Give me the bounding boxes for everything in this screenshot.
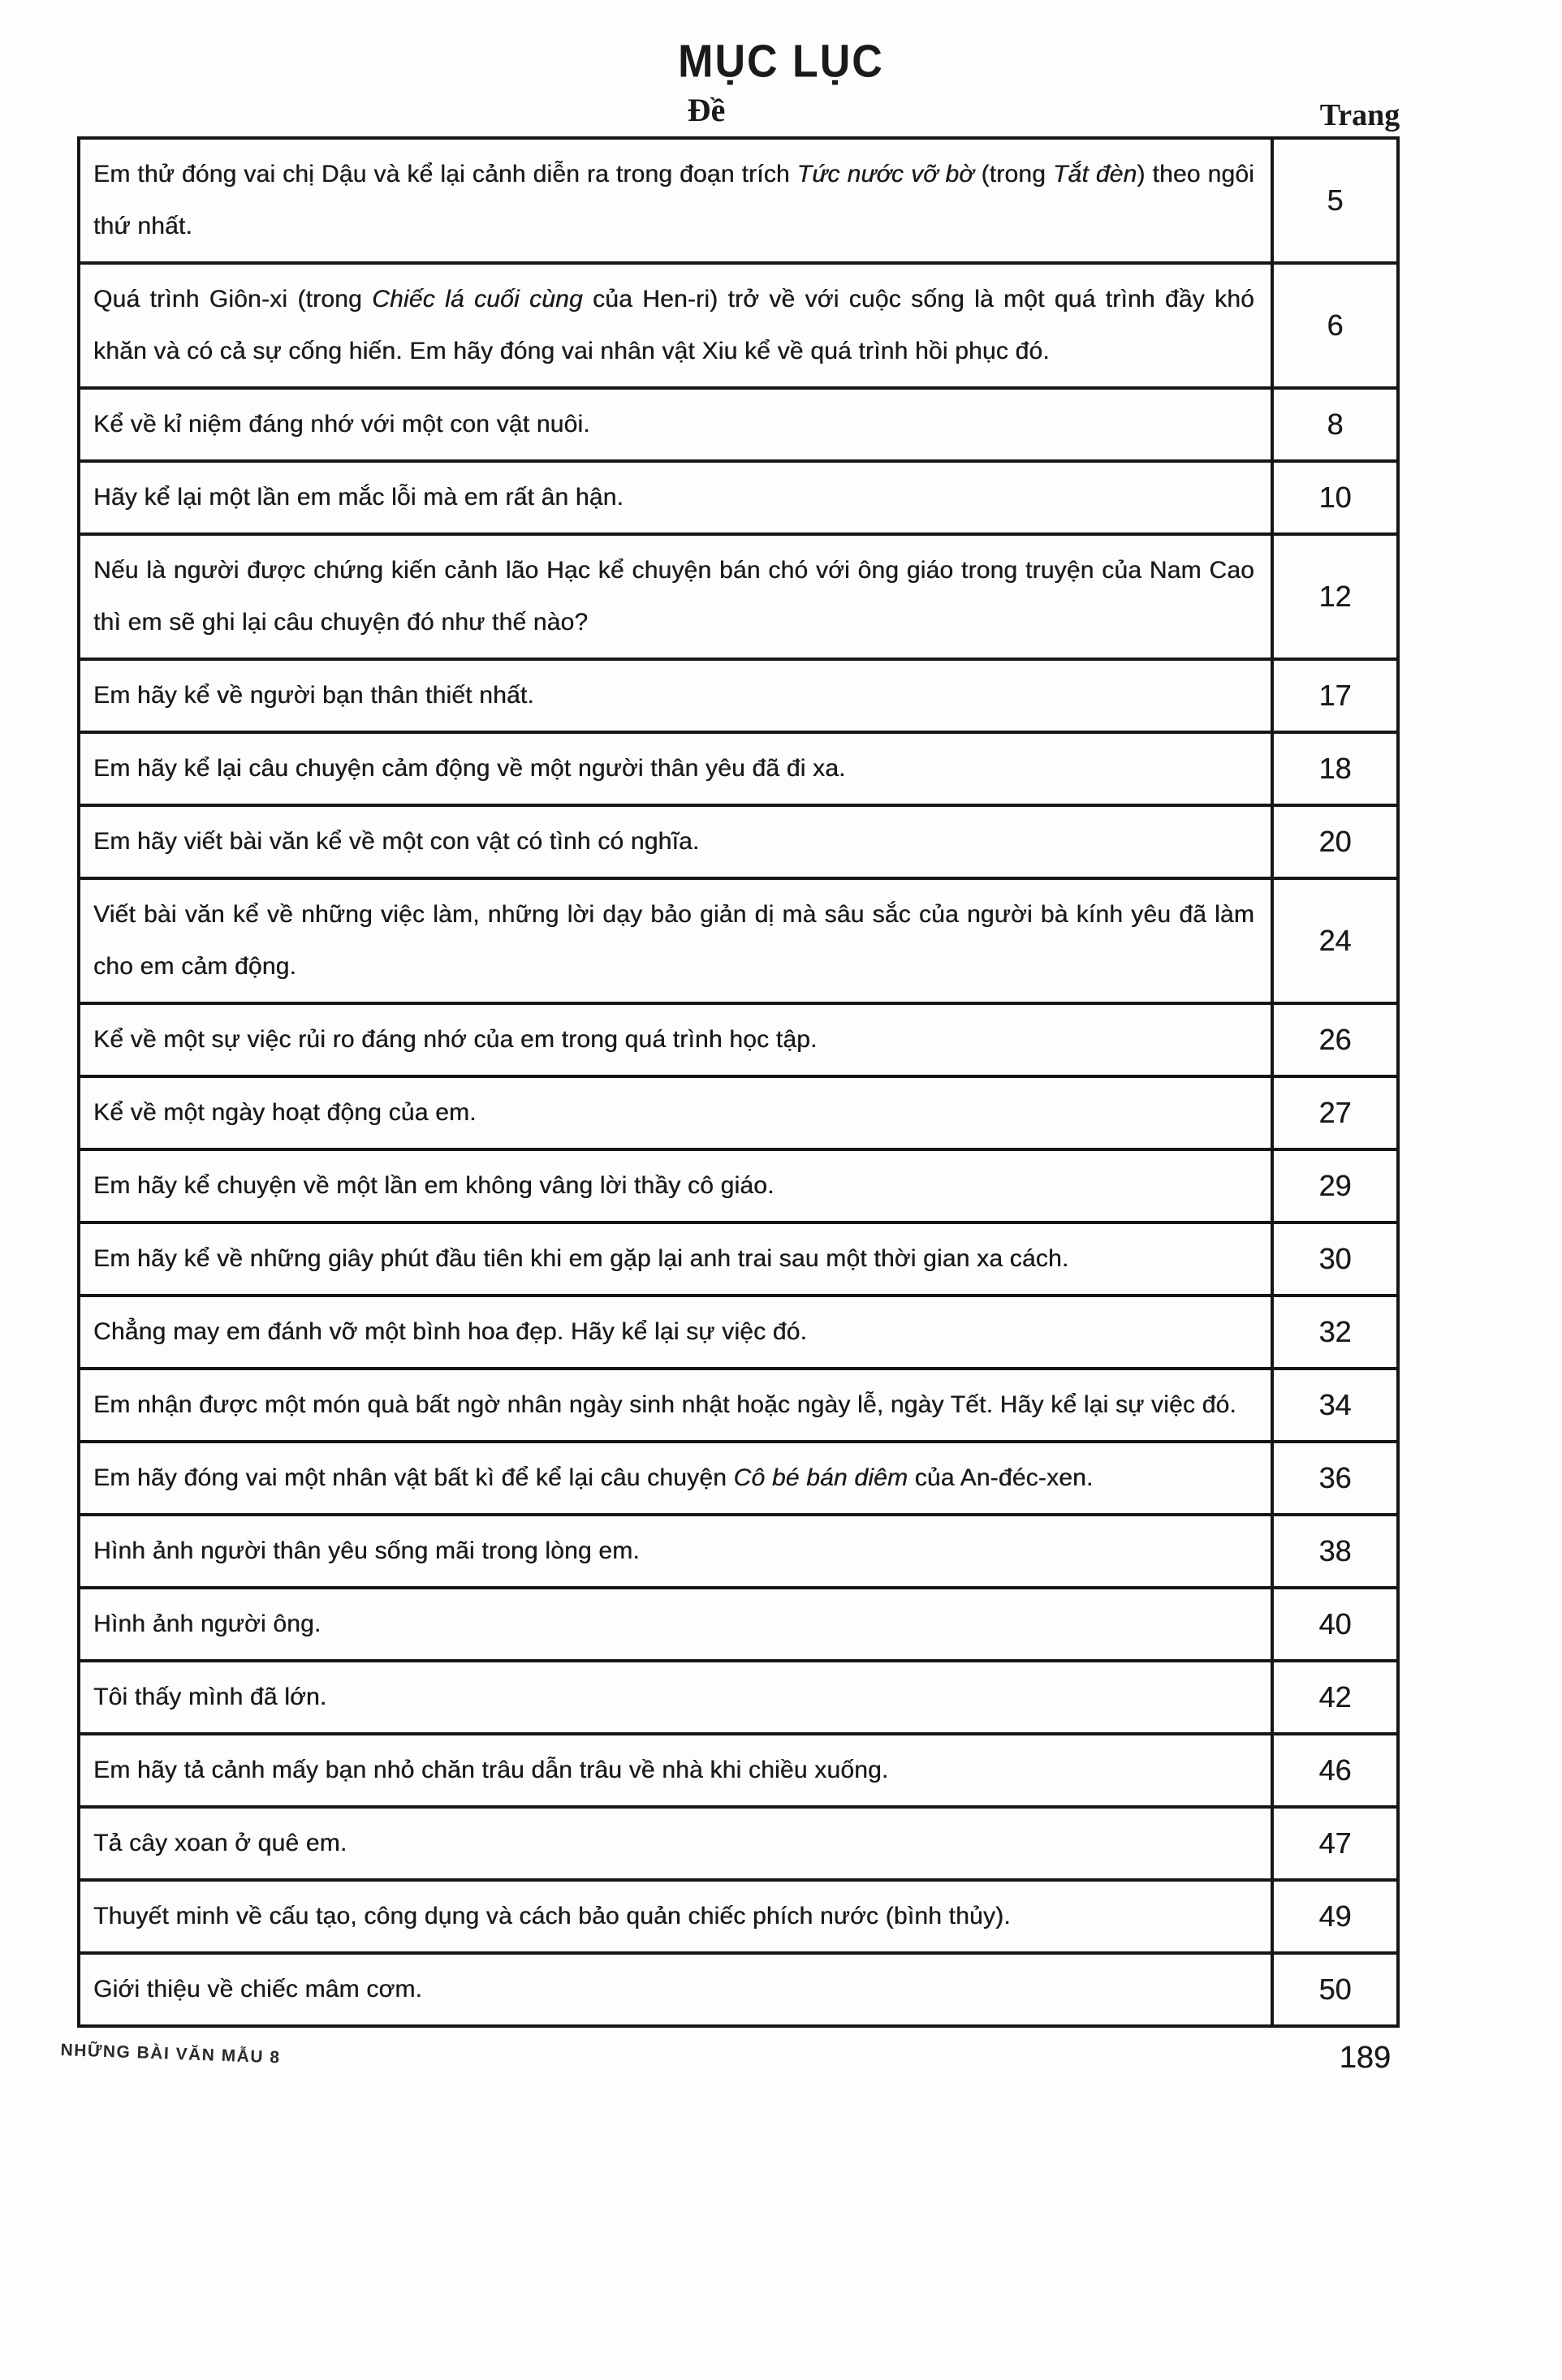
page-number-cell: 34	[1272, 1369, 1398, 1442]
topic-text: Chẳng may em đánh vỡ một bình hoa đẹp. Hãy kể lại sự việc đó.	[93, 1318, 808, 1345]
toc-row	[79, 138, 1398, 263]
topic-cell	[79, 1296, 1272, 1369]
topic-text: Thuyết minh về cấu tạo, công dụng và cách bảo quản chiếc phích nước (bình thủy).	[93, 1903, 1011, 1929]
toc-row	[79, 461, 1398, 534]
topic-text-italic: Chiếc lá cuối cùng	[372, 286, 583, 313]
topic-cell	[79, 1369, 1272, 1442]
topic-cell	[79, 388, 1272, 461]
topic-text: Viết bài văn kể về những việc làm, những lời dạy bảo giản dị mà sâu sắc của người bà kính yêu đã làm cho em cảm động.	[93, 901, 1254, 980]
toc-row	[79, 1149, 1398, 1222]
topic-cell	[79, 1953, 1272, 2026]
page-number-cell: 50	[1272, 1953, 1398, 2026]
toc-row	[79, 1807, 1398, 1880]
page-number-cell: 20	[1272, 805, 1398, 878]
topic-cell	[79, 1149, 1272, 1222]
topic-text: Em thử đóng vai chị Dậu và kể lại cảnh diễn ra trong đoạn trích	[93, 161, 797, 188]
topic-text: Em hãy tả cảnh mấy bạn nhỏ chăn trâu dẫn trâu về nhà khi chiều xuống.	[93, 1757, 889, 1783]
table-column-headers	[77, 89, 1400, 136]
toc-row	[79, 534, 1398, 659]
topic-text: của An-đéc-xen.	[908, 1464, 1094, 1491]
topic-cell	[79, 1734, 1272, 1807]
toc-row	[79, 1222, 1398, 1296]
topic-text-italic: Tắt đèn	[1052, 161, 1137, 188]
page-number-cell: 30	[1272, 1222, 1398, 1296]
page-number-cell: 17	[1272, 659, 1398, 732]
topic-cell	[79, 534, 1272, 659]
toc-table-body	[79, 138, 1398, 2026]
page-number-cell: 40	[1272, 1588, 1398, 1661]
topic-text: Em nhận được một món quà bất ngờ nhân ngày sinh nhật hoặc ngày lễ, ngày Tết. Hãy kể lại sự việc đó.	[93, 1391, 1236, 1418]
topic-text: Hình ảnh người ông.	[93, 1610, 321, 1637]
page-number-cell: 42	[1272, 1661, 1398, 1734]
toc-row	[79, 1953, 1398, 2026]
page-number-cell: 10	[1272, 461, 1398, 534]
topic-text: Kể về một ngày hoạt động của em.	[93, 1099, 477, 1126]
topic-text: Em hãy kể lại câu chuyện cảm động về một người thân yêu đã đi xa.	[93, 755, 846, 782]
toc-row	[79, 1003, 1398, 1076]
topic-text-italic: Tức nước vỡ bờ	[796, 161, 974, 188]
topic-text: Tôi thấy mình đã lớn.	[93, 1684, 327, 1710]
topic-cell	[79, 1588, 1272, 1661]
topic-text: (trong	[973, 161, 1053, 188]
topic-cell	[79, 1661, 1272, 1734]
topic-text: Em hãy đóng vai một nhân vật bất kì để kể lại câu chuyện	[93, 1464, 734, 1491]
page-number-cell: 47	[1272, 1807, 1398, 1880]
toc-row	[79, 1588, 1398, 1661]
page-number-cell: 12	[1272, 534, 1398, 659]
page-number-cell: 26	[1272, 1003, 1398, 1076]
toc-row	[79, 1076, 1398, 1149]
topic-cell	[79, 1076, 1272, 1149]
page-number-cell: 5	[1272, 138, 1398, 263]
toc-row	[79, 878, 1398, 1003]
toc-row	[79, 1661, 1398, 1734]
page-number-cell: 49	[1272, 1880, 1398, 1953]
page-number-cell: 46	[1272, 1734, 1398, 1807]
page-number-cell: 36	[1272, 1442, 1398, 1515]
topic-text: ) theo ngôi thứ nhất.	[93, 161, 1255, 239]
toc-row	[79, 732, 1398, 805]
topic-cell	[79, 805, 1272, 878]
toc-row	[79, 1296, 1398, 1369]
page-number-cell: 38	[1272, 1515, 1398, 1588]
page-number-cell: 6	[1272, 263, 1398, 388]
page-title: MỤC LỤC	[678, 36, 884, 88]
topic-cell	[79, 1442, 1272, 1515]
page-number-cell: 24	[1272, 878, 1398, 1003]
topic-text: Em hãy kể chuyện về một lần em không vâng lời thầy cô giáo.	[93, 1172, 775, 1199]
column-header-page: Trang	[1319, 98, 1400, 132]
topic-text: Kể về kỉ niệm đáng nhớ với một con vật nuôi.	[93, 411, 590, 438]
page-number-cell: 8	[1272, 388, 1398, 461]
topic-cell	[79, 1880, 1272, 1953]
topic-cell	[79, 659, 1272, 732]
topic-text: Kể về một sự việc rủi ro đáng nhớ của em trong quá trình học tập.	[93, 1026, 818, 1053]
topic-cell	[79, 732, 1272, 805]
toc-row	[79, 1442, 1398, 1515]
footer-book-title: NHỮNG BÀI VĂN MẪU 8	[60, 2041, 281, 2067]
toc-row	[79, 1515, 1398, 1588]
topic-text: Tả cây xoan ở quê em.	[93, 1830, 347, 1856]
topic-cell	[79, 138, 1272, 263]
toc-table	[77, 136, 1400, 2028]
topic-text: Em hãy viết bài văn kể về một con vật có tình có nghĩa.	[93, 828, 700, 855]
topic-text: Hãy kể lại một lần em mắc lỗi mà em rất ân hận.	[93, 484, 624, 511]
topic-cell	[79, 263, 1272, 388]
topic-text: Em hãy kể về những giây phút đầu tiên khi em gặp lại anh trai sau một thời gian xa cách.	[93, 1245, 1069, 1272]
page-number-cell: 32	[1272, 1296, 1398, 1369]
topic-text: Giới thiệu về chiếc mâm cơm.	[93, 1976, 423, 2003]
topic-text-italic: Cô bé bán diêm	[733, 1464, 908, 1491]
topic-text: Quá trình Giôn-xi (trong	[93, 286, 373, 313]
toc-row	[79, 805, 1398, 878]
page-number-cell: 27	[1272, 1076, 1398, 1149]
footer-page-number: 189	[1339, 2041, 1391, 2075]
topic-text: Hình ảnh người thân yêu sống mãi trong lòng em.	[93, 1537, 640, 1564]
topic-text: Nếu là người được chứng kiến cảnh lão Hạc kể chuyện bán chó với ông giáo trong truyện của Nam Cao thì em sẽ ghi lại câu chuyện đó như thế nào?	[93, 557, 1254, 636]
topic-cell	[79, 1515, 1272, 1588]
toc-row	[79, 263, 1398, 388]
topic-cell	[79, 878, 1272, 1003]
topic-cell	[79, 1807, 1272, 1880]
page-number-cell: 18	[1272, 732, 1398, 805]
toc-row	[79, 388, 1398, 461]
toc-row	[79, 1734, 1398, 1807]
topic-text: của Hen-ri) trở về với cuộc sống là một quá trình đầy khó khăn và có cả sự cống hiến. Em hãy đóng vai nhân vật Xiu kể về quá trình hồi phục đó.	[93, 286, 1254, 364]
page-footer	[61, 2041, 1399, 2076]
page-number-cell: 29	[1272, 1149, 1398, 1222]
topic-cell	[79, 1222, 1272, 1296]
topic-cell	[79, 1003, 1272, 1076]
toc-row	[79, 1880, 1398, 1953]
column-header-topic: Đề	[687, 92, 726, 128]
topic-cell	[79, 461, 1272, 534]
toc-row	[79, 659, 1398, 732]
toc-row	[79, 1369, 1398, 1442]
topic-text: Em hãy kể về người bạn thân thiết nhất.	[93, 682, 534, 709]
